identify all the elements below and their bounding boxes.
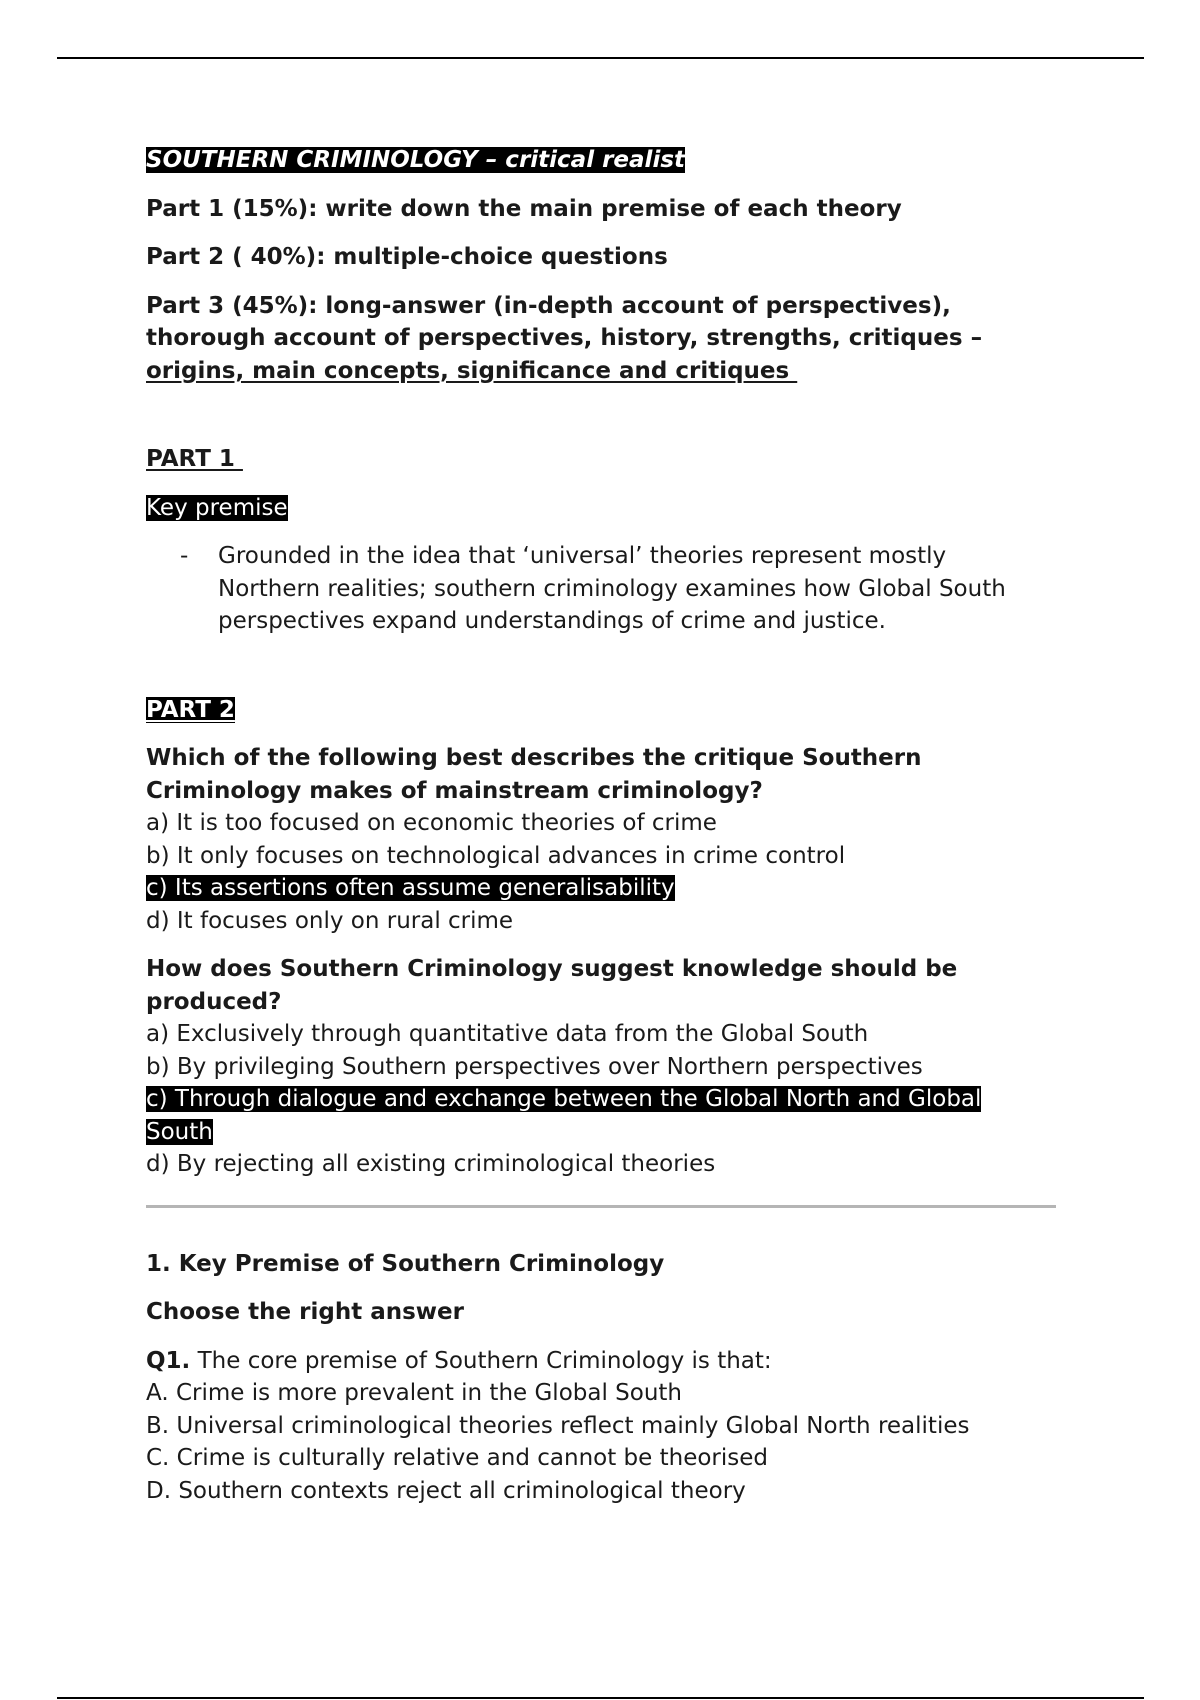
option-b: b) By privileging Southern perspectives over Northern perspectives [146, 1053, 923, 1080]
page-bottom-rule [57, 1697, 1144, 1699]
document-body [146, 144, 1086, 1507]
question-text: How does Southern Criminology suggest knowledge should be [146, 956, 958, 982]
bullet-line: perspectives expand understandings of crime and justice. [218, 608, 886, 634]
question-line [146, 1345, 1086, 1378]
part1-description: Part 1 (15%): write down the main premise of each theory [146, 195, 902, 222]
section-divider [146, 1205, 1056, 1208]
option-a: a) It is too focused on economic theories of crime [146, 810, 717, 836]
mcq-question-1 [146, 742, 1086, 937]
option-a: A. Crime is more prevalent in the Global South [146, 1380, 683, 1406]
part2-description: Part 2 ( 40%): multiple-choice questions [146, 244, 668, 270]
section-subheading: Choose the right answer [146, 1299, 464, 1325]
part3-line: Part 3 (45%): long-answer (in-depth account of perspectives), [146, 292, 951, 319]
option-d: d) It focuses only on rural crime [146, 907, 514, 934]
part1-heading: PART 1 [146, 446, 243, 472]
question-label: Q1. [146, 1347, 191, 1374]
page-top-rule [57, 57, 1144, 59]
option-c-answer: c) Its assertions often assume generalisability [146, 875, 675, 901]
part2-heading: PART 2 [146, 696, 235, 723]
question-text: produced? [146, 988, 282, 1015]
bullet-line: Northern realities; southern criminology examines how Global South [218, 575, 1006, 602]
part3-line-underlined: origins, main concepts, significance and critiques [146, 357, 798, 384]
option-a: a) Exclusively through quantitative data from the Global South [146, 1021, 869, 1047]
option-c-answer-cont: South [146, 1118, 213, 1145]
option-b: B. Universal criminological theories reflect mainly Global North realities [146, 1412, 970, 1439]
section-heading: 1. Key Premise of Southern Criminology [146, 1250, 665, 1277]
question-text: Criminology makes of mainstream criminology? [146, 777, 763, 804]
option-c: C. Crime is culturally relative and cannot be theorised [146, 1445, 768, 1471]
premise-question [146, 1345, 1086, 1508]
part3-line: thorough account of perspectives, history, strengths, critiques – [146, 325, 983, 351]
option-b: b) It only focuses on technological advances in crime control [146, 842, 846, 869]
bullet-dash: - [180, 543, 189, 569]
option-d: d) By rejecting all existing criminological theories [146, 1151, 716, 1177]
mcq-question-2 [146, 953, 1086, 1181]
key-premise-label: Key premise [146, 494, 288, 521]
title-text: SOUTHERN CRIMINOLOGY – critical realist [146, 147, 686, 173]
option-d: D. Southern contexts reject all criminological theory [146, 1477, 746, 1504]
key-premise-bullet [146, 540, 1086, 638]
document-title [146, 144, 1086, 177]
question-text: Which of the following best describes the critique Southern [146, 745, 922, 771]
bullet-line: Grounded in the idea that ‘universal’ theories represent mostly [218, 543, 947, 569]
option-c-answer: c) Through dialogue and exchange between the Global North and Global [146, 1086, 982, 1112]
part3-description [146, 290, 1086, 388]
question-text: The core premise of Southern Criminology is that: [190, 1347, 772, 1374]
